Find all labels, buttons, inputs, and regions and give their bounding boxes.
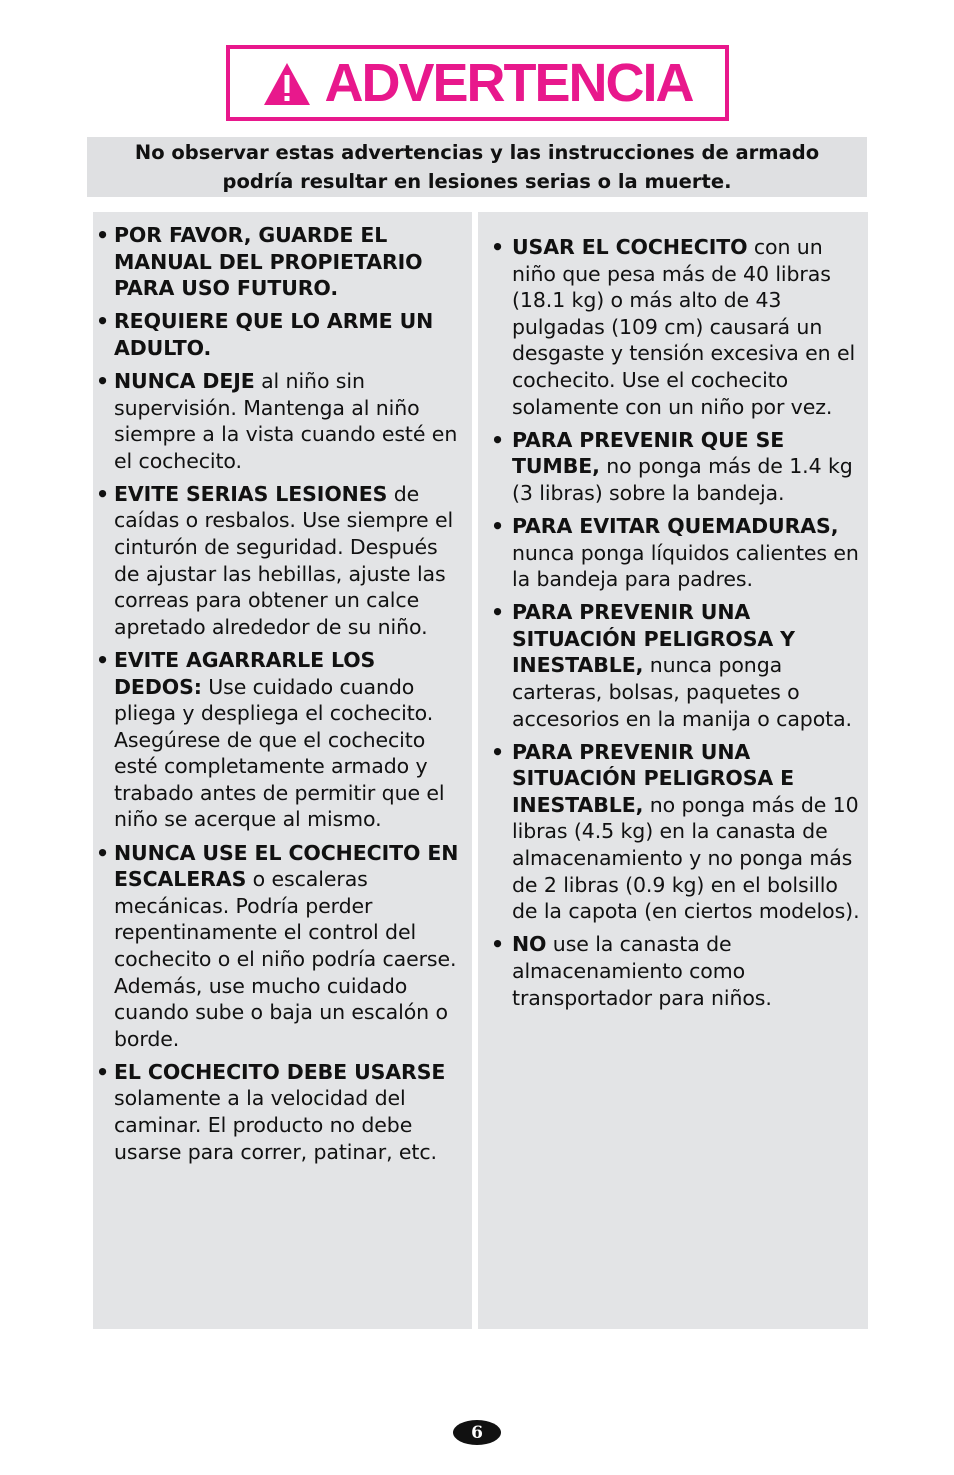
warning-item (478, 931, 862, 1011)
warning-item (478, 739, 862, 925)
warning-item (93, 647, 466, 833)
warning-item (93, 840, 466, 1053)
warning-item-text: nunca ponga carteras, bolsas, paquetes o accesorios en la manija o capota. (512, 653, 852, 731)
warning-item-lead: PARA PREVENIR UNA SITUACIÓN PELIGROSA Y INESTABLE, (512, 600, 795, 678)
warning-item-lead: REQUIERE QUE LO ARME UN ADULTO. (114, 309, 434, 360)
warning-item-lead: EVITE AGARRARLE LOS DEDOS: (114, 647, 376, 699)
warning-item-text: al niño sin supervisión. Mantenga al niño siempre a la vista cuando esté en el cochecito. (114, 368, 458, 473)
page-number: 6 (453, 1420, 501, 1445)
warning-item-lead: NUNCA DEJE (114, 368, 255, 393)
warning-item-text: use la canasta de almacenamiento como transportador para niños. (512, 932, 772, 1010)
warning-item (93, 481, 466, 641)
right-warnings-column (478, 212, 868, 1329)
warning-item-lead: EVITE SERIAS LESIONES (114, 481, 388, 506)
warning-item-lead: POR FAVOR, GUARDE EL MANUAL DEL PROPIETARIO PARA USO FUTURO. (114, 223, 423, 301)
warning-item (478, 427, 862, 507)
warning-item (93, 1059, 466, 1165)
warning-title: ADVERTENCIA (324, 53, 693, 113)
warning-item-lead: NO (512, 932, 547, 957)
warning-item (93, 308, 466, 361)
warning-item-text: nunca ponga líquidos calientes en la bandeja para padres. (512, 540, 859, 592)
warning-item-lead: EL COCHECITO DEBE USARSE (114, 1059, 446, 1084)
warning-item-text: no ponga más de 1.4 kg (3 libras) sobre la bandeja. (512, 454, 853, 505)
warning-item-text: de caídas o resbalos. Use siempre el cinturón de seguridad. Después de ajustar las hebillas, ajuste las correas para obtener un calce apretado alrededor de su niño. (114, 481, 454, 639)
warning-item-text: con un niño que pesa más de 40 libras (18.1 kg) o más alto de 43 pulgadas (109 cm) causará un desgaste y tensión excesiva en el cochecito. Use el cochecito solamente con un niño por vez. (512, 235, 856, 419)
warning-item-text: no ponga más de 10 libras (4.5 kg) en la canasta de almacenamiento y no ponga más de 2 libras (0.9 kg) en el bolsillo de la capota (en ciertos modelos). (512, 792, 860, 924)
warning-item (93, 222, 466, 302)
banner-line-1: No observar estas advertencias y las instrucciones de armado (134, 141, 820, 164)
left-warnings-column (93, 212, 472, 1329)
warning-item-lead: PARA PREVENIR UNA SITUACIÓN PELIGROSA E INESTABLE, (512, 739, 795, 817)
warning-item-text: o escaleras mecánicas. Podría perder repentinamente el control del cochecito o el niño podría caerse. Además, use mucho cuidado cuando sube o baja un escalón o borde. (114, 867, 457, 1051)
warning-item-text: solamente a la velocidad del caminar. El producto no debe usarse para correr, patinar, etc. (114, 1086, 437, 1164)
warning-banner (87, 137, 867, 197)
warning-item-lead: PARA PREVENIR QUE SE TUMBE, (512, 427, 785, 479)
warning-item-text: Use cuidado cuando pliega y despliega el cochecito. Asegúrese de que el cochecito esté completamente armado y trabado antes de permitir que el niño se acerque al mismo. (114, 674, 445, 832)
warning-item (478, 513, 862, 593)
warning-item (478, 234, 862, 420)
warning-item-lead: USAR EL COCHECITO (512, 235, 748, 259)
warning-item (478, 599, 862, 732)
warning-item-lead: NUNCA USE EL COCHECITO EN ESCALERAS (114, 840, 459, 892)
warning-triangle-icon (262, 61, 312, 107)
warning-item (93, 368, 466, 474)
warning-item-lead: PARA EVITAR QUEMADURAS, (512, 513, 839, 538)
warning-header (226, 45, 729, 121)
banner-line-2: podría resultar en lesiones serias o la muerte. (222, 170, 732, 193)
